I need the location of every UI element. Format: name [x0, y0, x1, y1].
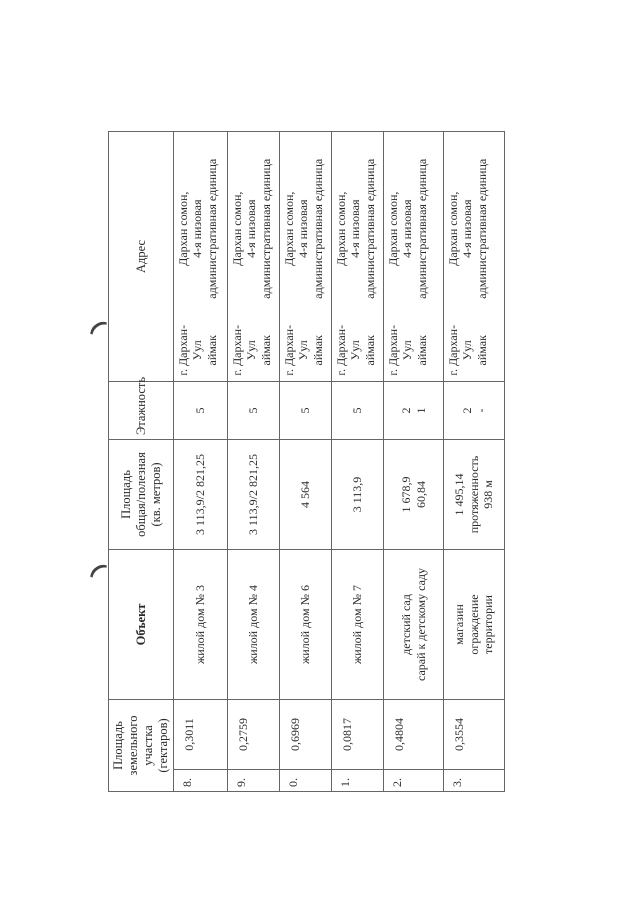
address-city: г. Дархан- Уул аймак [228, 321, 280, 381]
floor-count: 5 [332, 381, 384, 439]
property-table [108, 131, 505, 792]
table-row [174, 131, 228, 791]
floor-area: 3 113,9/2 821,25 [174, 439, 228, 549]
address-detail: Дархан сомон, 4-я низовая административная единица [280, 131, 332, 321]
land-area: 0,4804 [384, 699, 444, 769]
object-name: жилой дом № 6 [280, 549, 332, 699]
row-number: 2. [384, 770, 444, 792]
land-area: 0,0817 [332, 699, 384, 769]
floor-count: 5 [174, 381, 228, 439]
floor-area: 1 678,9 60,84 [384, 439, 444, 549]
floor-area: 4 564 [280, 439, 332, 549]
land-area: 0,3554 [444, 699, 505, 769]
row-number: 9. [228, 770, 280, 792]
object-name: жилой дом № 3 [174, 549, 228, 699]
address-detail: Дархан сомон, 4-я низовая административная единица [444, 131, 505, 321]
table-row [332, 131, 384, 791]
floor-count: 5 [228, 381, 280, 439]
floor-count: 5 [280, 381, 332, 439]
land-area: 0,6969 [280, 699, 332, 769]
header-floor-area: Площадь общая/полезная (кв. метров) [109, 439, 174, 549]
land-area: 0,2759 [228, 699, 280, 769]
address-detail: Дархан сомон, 4-я низовая административная единица [332, 131, 384, 321]
object-name: жилой дом № 7 [332, 549, 384, 699]
address-detail: Дархан сомон, 4-я низовая административная единица [228, 131, 280, 321]
address-detail: Дархан сомон, 4-я низовая административная единица [174, 131, 228, 321]
table-row [228, 131, 280, 791]
object-name: магазин ограждение территории [444, 549, 505, 699]
floor-area: 3 113,9 [332, 439, 384, 549]
address-city: г. Дархан- Уул аймак [332, 321, 384, 381]
floor-area: 3 113,9/2 821,25 [228, 439, 280, 549]
row-number: 8. [174, 770, 228, 792]
table-row [444, 131, 505, 791]
table-row [280, 131, 332, 791]
table-row [384, 131, 444, 791]
row-number: 0. [280, 770, 332, 792]
property-table-rotated [108, 132, 503, 792]
header-land-area: Площадь земельного участка (гектаров) [109, 699, 174, 791]
table-header-row [109, 131, 174, 791]
floor-count: 2 1 [384, 381, 444, 439]
object-name: детский сад сарай к детскому саду [384, 549, 444, 699]
address-city: г. Дархан- Уул аймак [444, 321, 505, 381]
address-city: г. Дархан- Уул аймак [174, 321, 228, 381]
row-number: 3. [444, 770, 505, 792]
address-city: г. Дархан- Уул аймак [280, 321, 332, 381]
land-area: 0,3011 [174, 699, 228, 769]
floor-count: 2 - [444, 381, 505, 439]
floor-area: 1 495,14 протяженность 938 м [444, 439, 505, 549]
address-city: г. Дархан- Уул аймак [384, 321, 444, 381]
header-address: Адрес [109, 131, 174, 381]
header-object: Объект [109, 549, 174, 699]
row-number: 1. [332, 770, 384, 792]
address-detail: Дархан сомон, 4-я низовая административная единица [384, 131, 444, 321]
header-floors: Этажность [109, 381, 174, 439]
object-name: жилой дом № 4 [228, 549, 280, 699]
